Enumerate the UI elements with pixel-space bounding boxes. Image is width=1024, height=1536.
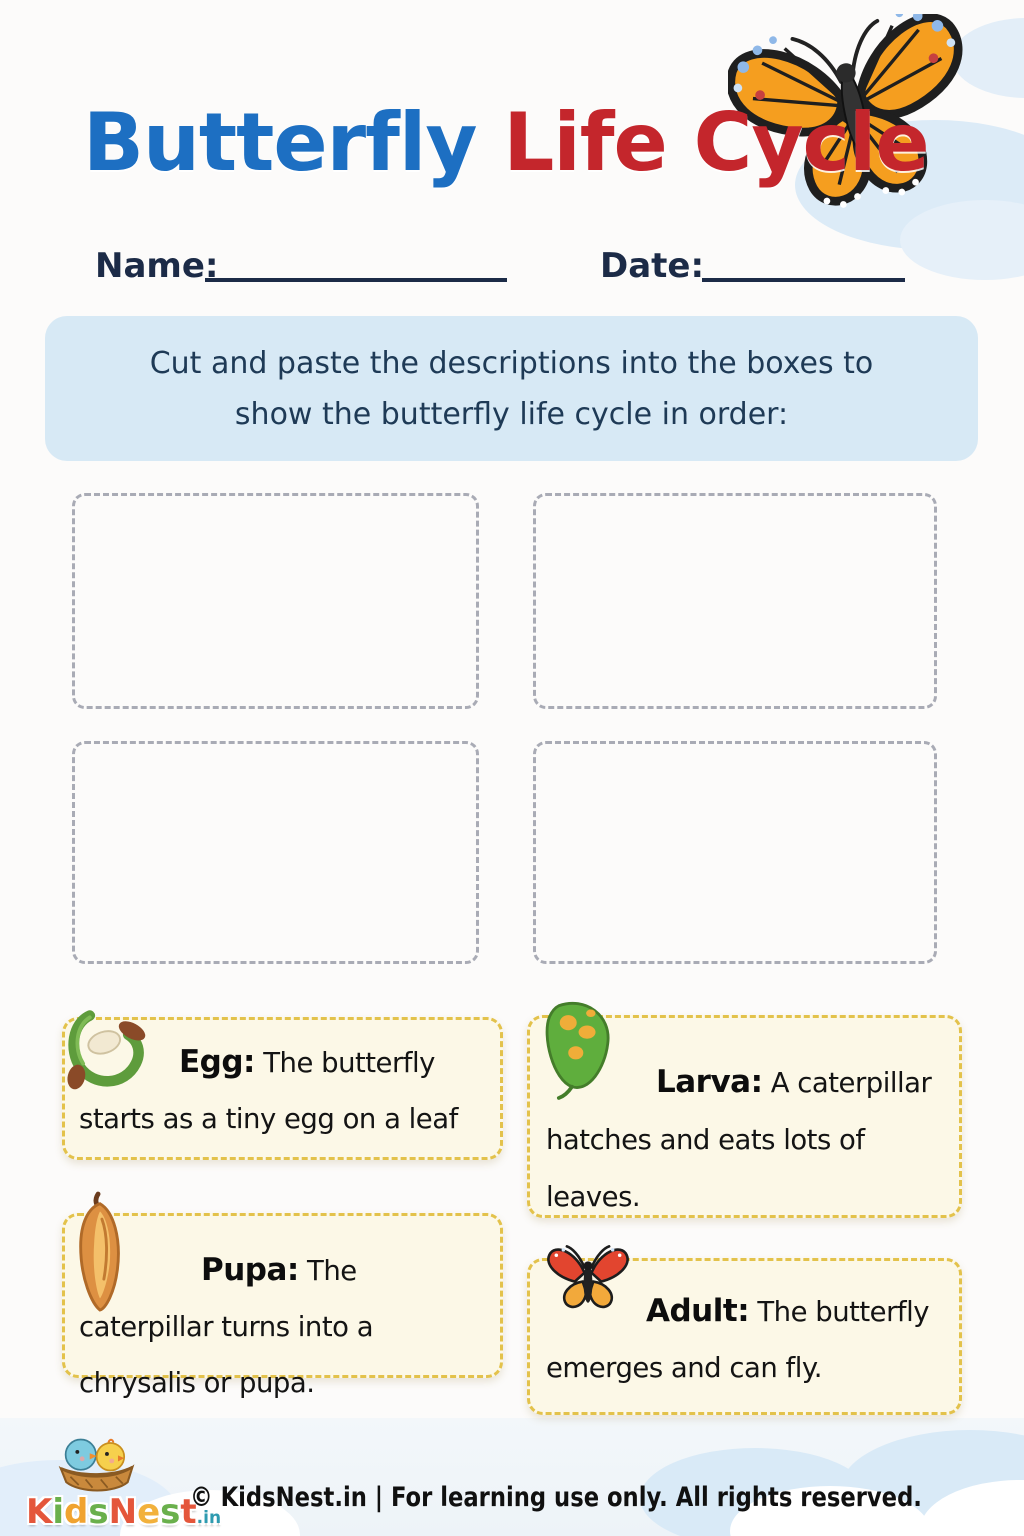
adult-butterfly-icon <box>544 1237 632 1313</box>
logo-letter: N <box>108 1492 138 1532</box>
title-word-butterfly: Butterfly <box>83 96 477 189</box>
copyright-text: © KidsNest.in | For learning use only. All rights reserved. <box>190 1482 922 1513</box>
kidsnest-birds-nest-icon <box>36 1434 160 1496</box>
logo-letter: s <box>160 1492 181 1532</box>
card-pupa-text: Pupa: The caterpillar turns into a chrysalis or pupa. <box>79 1252 374 1399</box>
drop-box-2 <box>533 493 937 709</box>
card-egg-text: Egg: The butterfly starts as a tiny egg on a leaf <box>79 1044 458 1135</box>
card-pupa-label: Pupa: <box>201 1252 299 1288</box>
caterpillar-pod-icon <box>540 996 620 1104</box>
egg-on-leaf-icon <box>59 1004 159 1100</box>
instruction-line-1: Cut and paste the descriptions into the boxes to <box>149 345 874 381</box>
logo-letter: t <box>180 1492 197 1532</box>
logo-letter: i <box>52 1492 65 1532</box>
card-adult <box>527 1258 962 1415</box>
instruction-line-2: show the butterfly life cycle in order: <box>234 396 789 432</box>
card-egg <box>62 1017 503 1160</box>
card-adult-text: Adult: The butterfly emerges and can fly. <box>546 1293 930 1384</box>
logo-letter: d <box>64 1492 89 1532</box>
instruction-box <box>45 316 978 461</box>
title-words-life-cycle: Life Cycle <box>476 96 929 189</box>
logo-letter: s <box>88 1492 109 1532</box>
name-blank-line <box>205 278 507 282</box>
logo-letter: K <box>26 1492 53 1532</box>
card-pupa <box>62 1213 503 1399</box>
card-adult-label: Adult: <box>646 1293 750 1329</box>
date-blank-line <box>702 278 905 282</box>
card-larva-text: Larva: A caterpillar hatches and eats lots of leaves. <box>546 1064 932 1213</box>
page-title <box>83 96 929 189</box>
date-label: Date: <box>600 246 705 286</box>
drop-box-1 <box>72 493 479 709</box>
drop-box-4 <box>533 741 937 964</box>
card-larva <box>527 1015 962 1218</box>
card-larva-label: Larva: <box>656 1064 763 1100</box>
logo-suffix: .in <box>196 1508 222 1528</box>
name-label: Name: <box>95 246 219 286</box>
card-egg-label: Egg: <box>179 1044 255 1080</box>
chrysalis-icon <box>71 1188 129 1318</box>
logo-letter: e <box>137 1492 161 1532</box>
drop-box-3 <box>72 741 479 964</box>
